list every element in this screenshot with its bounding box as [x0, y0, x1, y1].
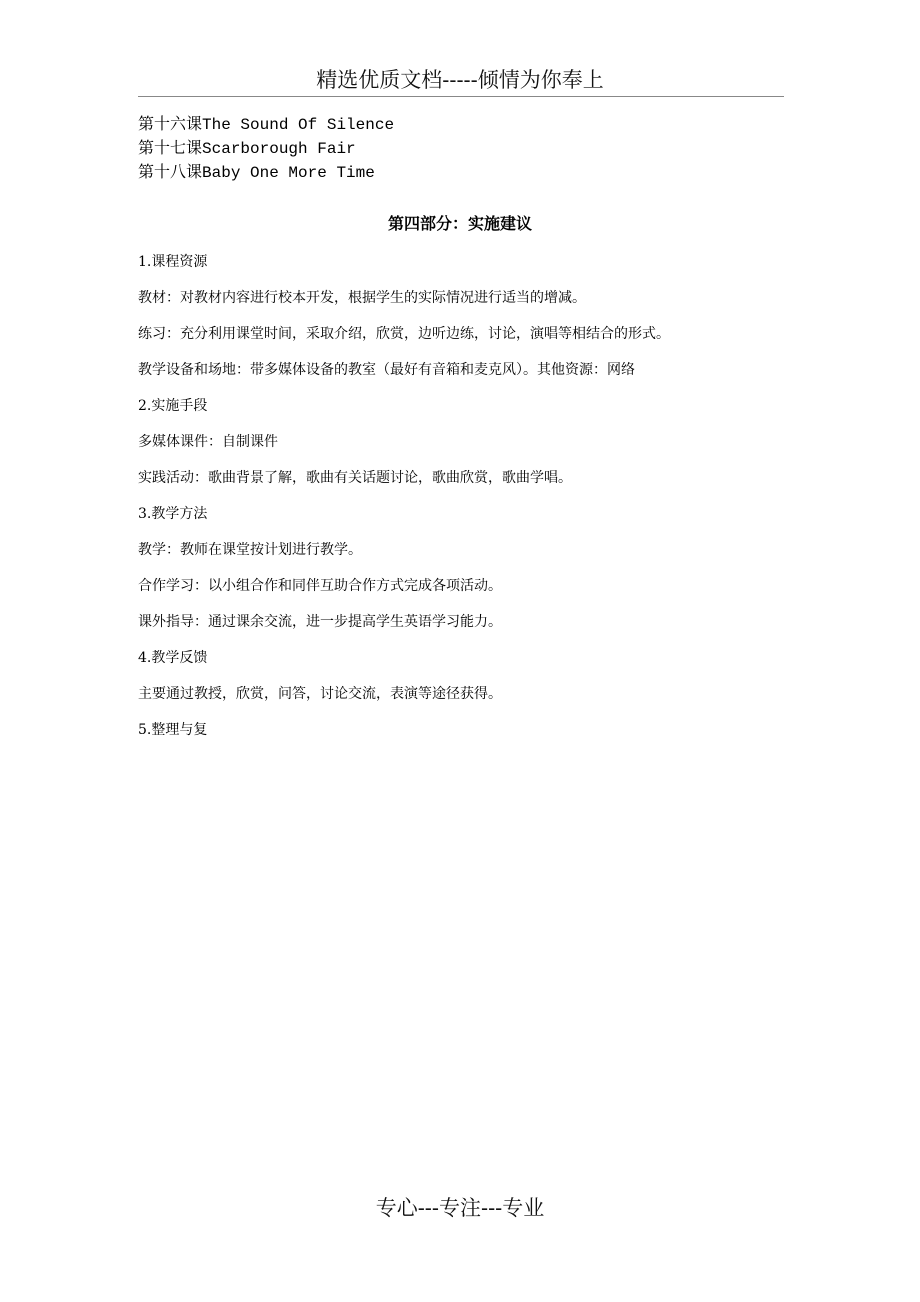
paragraph: 教学设备和场地：带多媒体设备的教室（最好有音箱和麦克风）。其他资源：网络 [138, 362, 635, 378]
lesson-title: Scarborough Fair [202, 140, 356, 158]
document-body [138, 250, 788, 754]
lesson-number: 第十七课 [138, 138, 203, 157]
lesson-title: Baby One More Time [202, 164, 375, 182]
paragraph: 教学：教师在课堂按计划进行教学。 [138, 542, 362, 558]
paragraph: 教材：对教材内容进行校本开发，根据学生的实际情况进行适当的增减。 [138, 290, 586, 306]
paragraph: 合作学习：以小组合作和同伴互助合作方式完成各项活动。 [138, 578, 502, 594]
paragraph: 多媒体课件：自制课件 [138, 434, 278, 450]
subsection-heading: 4.教学反馈 [138, 650, 208, 666]
page-footer: 专心---专注---专业 [375, 1196, 545, 1220]
header-divider [138, 96, 784, 97]
paragraph: 主要通过教授，欣赏，问答，讨论交流，表演等途径获得。 [138, 686, 502, 702]
lesson-item [138, 160, 778, 184]
lesson-list [138, 112, 778, 184]
subsection-heading: 1.课程资源 [138, 254, 208, 270]
lesson-number: 第十六课 [138, 114, 203, 133]
subsection-heading: 2.实施手段 [138, 398, 208, 414]
page-header: 精选优质文档-----倾情为你奉上 [316, 68, 604, 92]
lesson-item [138, 136, 778, 160]
paragraph: 课外指导：通过课余交流，进一步提高学生英语学习能力。 [138, 614, 502, 630]
section-heading: 第四部分：实施建议 [387, 214, 532, 233]
paragraph: 实践活动：歌曲背景了解，歌曲有关话题讨论，歌曲欣赏，歌曲学唱。 [138, 470, 572, 486]
lesson-title: The Sound Of Silence [202, 116, 395, 134]
subsection-heading: 3.教学方法 [138, 506, 208, 522]
subsection-heading: 5.整理与复 [138, 722, 208, 738]
lesson-item [138, 112, 778, 136]
paragraph: 练习：充分利用课堂时间，采取介绍，欣赏，边听边练，讨论，演唱等相结合的形式。 [138, 326, 670, 342]
lesson-number: 第十八课 [138, 162, 203, 181]
